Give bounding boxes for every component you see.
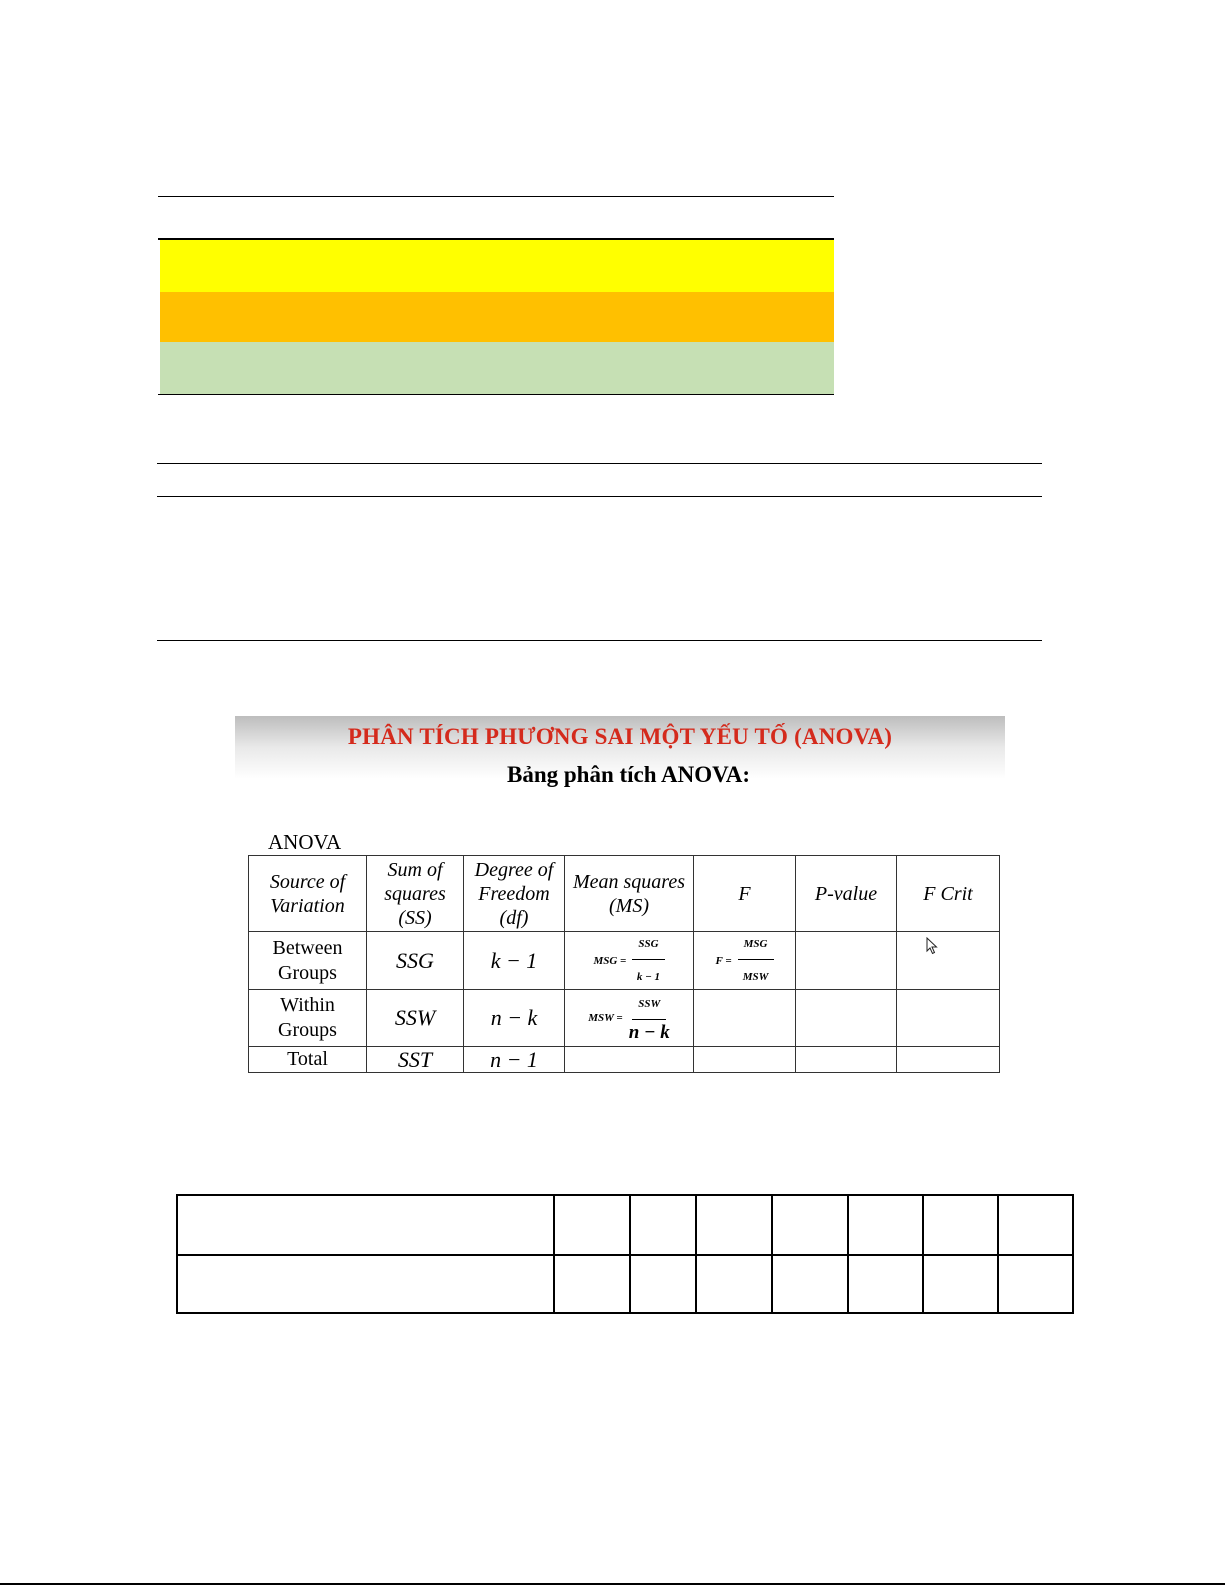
grid-cell [177, 1255, 554, 1313]
ss-within: SSW [367, 990, 464, 1047]
grid-cell [998, 1195, 1073, 1255]
grid-cell [630, 1255, 696, 1313]
anova-slide-image [235, 716, 1005, 1080]
df-between: k − 1 [464, 932, 565, 990]
source-within: Within Groups [249, 990, 367, 1047]
band-table-top-rule [158, 196, 834, 197]
f-within [694, 990, 796, 1047]
msg-formula: MSG = $\frac{\text{SSG}}{k - 1}$ [593, 932, 664, 989]
grid-cell [554, 1195, 630, 1255]
header-degree-of-freedom: Degree of Freedom (df) [464, 856, 565, 932]
slide-subtitle: Bảng phân tích ANOVA: [507, 762, 751, 787]
df-within: n − k [464, 990, 565, 1047]
grid-cell [696, 1195, 772, 1255]
header-f: F [694, 856, 796, 932]
grid-cell [848, 1255, 923, 1313]
grid-cell [923, 1195, 998, 1255]
grid-cell [554, 1255, 630, 1313]
header-p-value: P-value [796, 856, 897, 932]
f-between [694, 932, 796, 990]
anova-row-within [249, 990, 1000, 1047]
grid-cell [848, 1195, 923, 1255]
grid-row [177, 1195, 1073, 1255]
anova-table [248, 855, 1000, 1073]
f-crit-within [897, 990, 1000, 1047]
f-total [694, 1047, 796, 1073]
ms-within [565, 990, 694, 1047]
band-row-orange [160, 292, 834, 342]
mouse-cursor-icon [926, 937, 938, 955]
grid-cell [630, 1195, 696, 1255]
rule-table-bottom-rule [157, 640, 1042, 641]
source-total: Total [249, 1047, 367, 1073]
grid-cell [772, 1195, 848, 1255]
ss-between: SSG [367, 932, 464, 990]
slide-title: PHÂN TÍCH PHƯƠNG SAI MỘT YẾU TỐ (ANOVA) [347, 724, 893, 749]
anova-row-between [249, 932, 1000, 990]
grid-row [177, 1255, 1073, 1313]
f-crit-between [897, 932, 1000, 990]
grid-cell [177, 1195, 554, 1255]
p-value-within [796, 990, 897, 1047]
rule-table-header-rule [157, 496, 1042, 497]
anova-table-label: ANOVA [268, 830, 342, 854]
ms-total [565, 1047, 694, 1073]
anova-row-total [249, 1047, 1000, 1073]
header-f-crit: F Crit [897, 856, 1000, 932]
header-source: Source of Variation [249, 856, 367, 932]
rule-table-top-rule [157, 463, 1042, 464]
ms-between [565, 932, 694, 990]
band-row-yellow [160, 240, 834, 292]
anova-header-row [249, 856, 1000, 932]
df-total: n − 1 [464, 1047, 565, 1073]
grid-cell [772, 1255, 848, 1313]
empty-grid-table [176, 1194, 1074, 1314]
p-value-between [796, 932, 897, 990]
f-crit-total [897, 1047, 1000, 1073]
grid-cell [923, 1255, 998, 1313]
header-mean-squares: Mean squares (MS) [565, 856, 694, 932]
grid-cell [696, 1255, 772, 1313]
header-sum-of-squares: Sum of squares (SS) [367, 856, 464, 932]
p-value-total [796, 1047, 897, 1073]
f-formula: F = $\frac{\text{MSG}}{\text{MSW}}$ [716, 932, 774, 989]
ss-total: SST [367, 1047, 464, 1073]
band-row-green [160, 342, 834, 394]
band-table-bottom-rule [158, 394, 834, 395]
source-between: Between Groups [249, 932, 367, 990]
msw-formula: MSW = $\frac{\text{SSW}}{n - k}$ [588, 992, 670, 1045]
grid-cell [998, 1255, 1073, 1313]
